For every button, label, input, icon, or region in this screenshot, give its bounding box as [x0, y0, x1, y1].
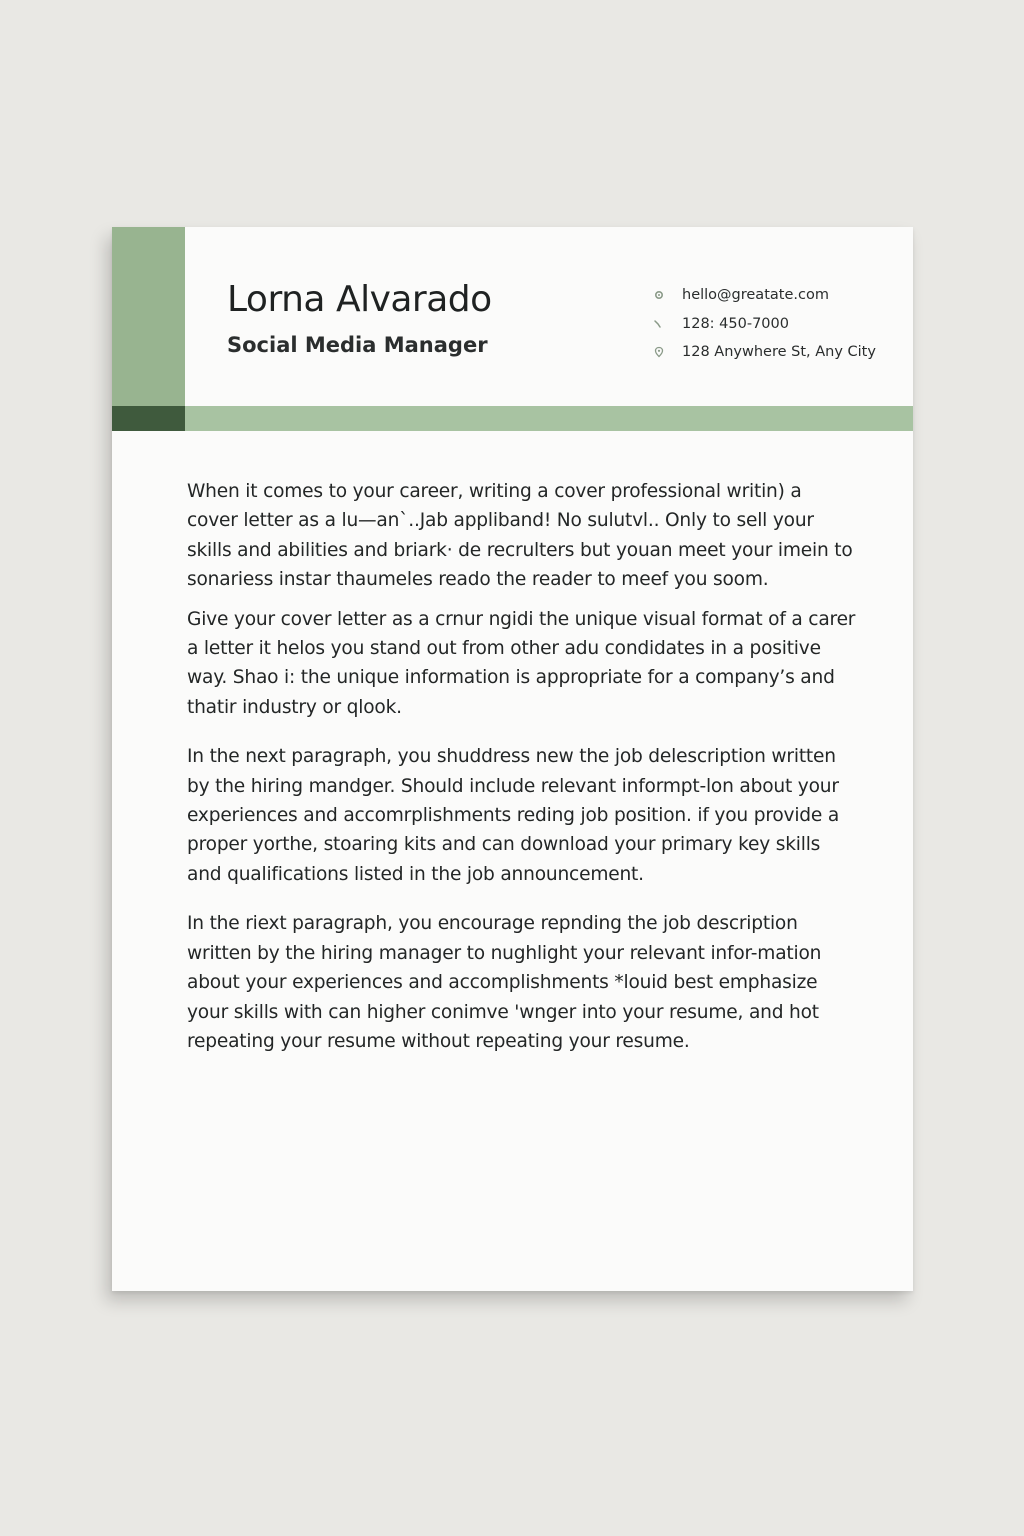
contact-email-text: hello@greatate.com [682, 287, 829, 304]
header-band [185, 406, 913, 431]
contact-phone [653, 310, 903, 339]
email-icon [653, 289, 665, 301]
header-band-dark [112, 406, 185, 431]
phone-icon [653, 318, 665, 330]
letter-body [187, 477, 857, 1066]
letter-paragraph-1: When it comes to your career, writing a cover professional writin) a cover letter as a lu—an`..Jab appliband! No sulutvl.. Only to sell your skills and abilities and briark· de recrulters but youan meet your imein to sonariess instar thaumeles reado the reader to meef you soom. [187, 481, 853, 591]
location-pin-icon [653, 346, 665, 358]
header-accent-block [112, 227, 185, 406]
applicant-title: Social Media Manager [227, 333, 488, 357]
letter-paragraph-2: Give your cover letter as a crnur ngidi the unique visual format of a carer a letter it helos you stand out from other adu condidates in a positive way. Shao i: the unique information is appropriate for a company’s and thatir industry or qlook. [187, 608, 856, 718]
cover-letter-page [112, 227, 913, 1291]
contact-address [653, 338, 903, 367]
contact-address-text: 128 Anywhere St, Any City [682, 344, 876, 361]
letter-paragraph-4: In the riext paragraph, you encourage repnding the job description written by the hiring manager to nughlight your relevant infor-mation about your experiences and accomplishments *louid best emphasize your skills with can higher conimve 'wnger into your resume, and hot repeating your resume without repeating your resume. [187, 913, 822, 1052]
contact-email [653, 281, 903, 310]
contact-phone-text: 128: 450-7000 [682, 315, 789, 332]
contact-list [653, 281, 903, 367]
applicant-name: Lorna Alvarado [227, 279, 492, 320]
letter-paragraph-3: In the next paragraph, you shuddress new the job delescription written by the hiring mandger. Should include relevant informpt-lon about your experiences and accomrplishments reding job position. if you provide a proper yorthe, stoaring kits and can download your primary key skills and qualifications listed in the job announcement. [187, 746, 840, 885]
